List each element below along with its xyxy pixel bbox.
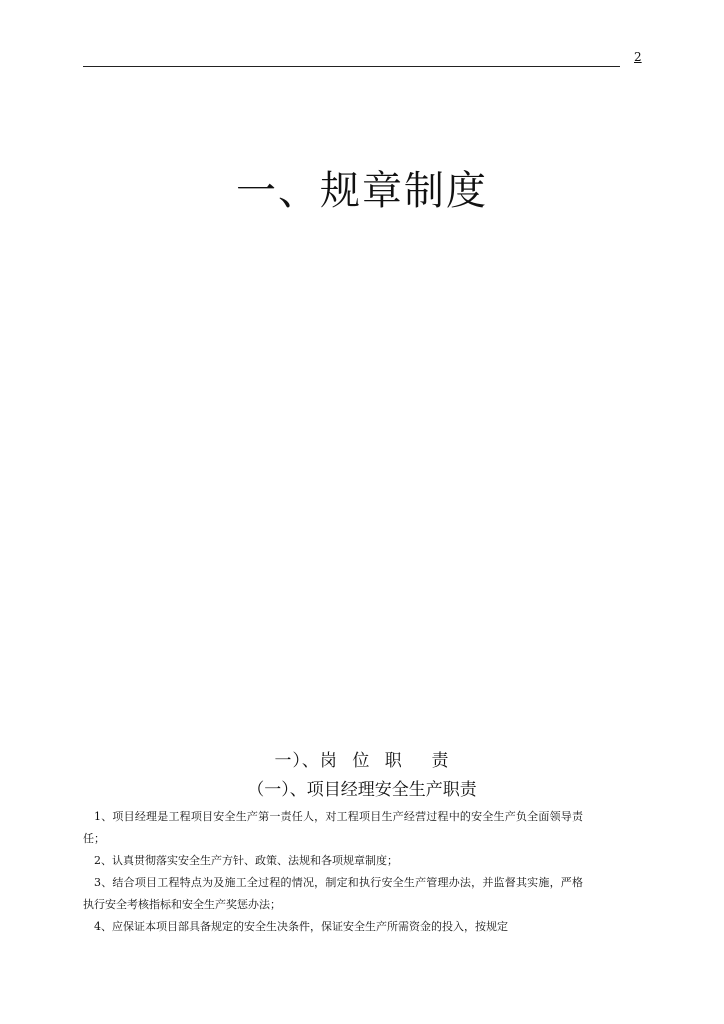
chapter-title: 一、规章制度 <box>236 168 488 214</box>
page-number: 2 <box>634 50 642 64</box>
subsection-heading: （一）、项目经理安全生产职责 <box>247 780 477 800</box>
paragraph-2: 2、认真贯彻落实安全生产方针、政策、法规和各项规章制度； <box>94 854 398 867</box>
body-text <box>83 806 583 938</box>
section-heading: 一）、岗 位 职 责 <box>274 751 450 771</box>
paragraph-1: 1、项目经理是工程项目安全生产第一责任人，对工程项目生产经营过程中的安全生产负全面领导责任； <box>83 810 583 845</box>
header-rule <box>83 66 620 67</box>
paragraph-4: 4、应保证本项目部具备规定的安全生决条件，保证安全生产所需资金的投入，按规定 <box>94 920 508 933</box>
paragraph-3: 3、结合项目工程特点为及施工全过程的情况，制定和执行安全生产管理办法，并监督其实施，严格执行安全考核指标和安全生产奖惩办法； <box>83 876 583 911</box>
